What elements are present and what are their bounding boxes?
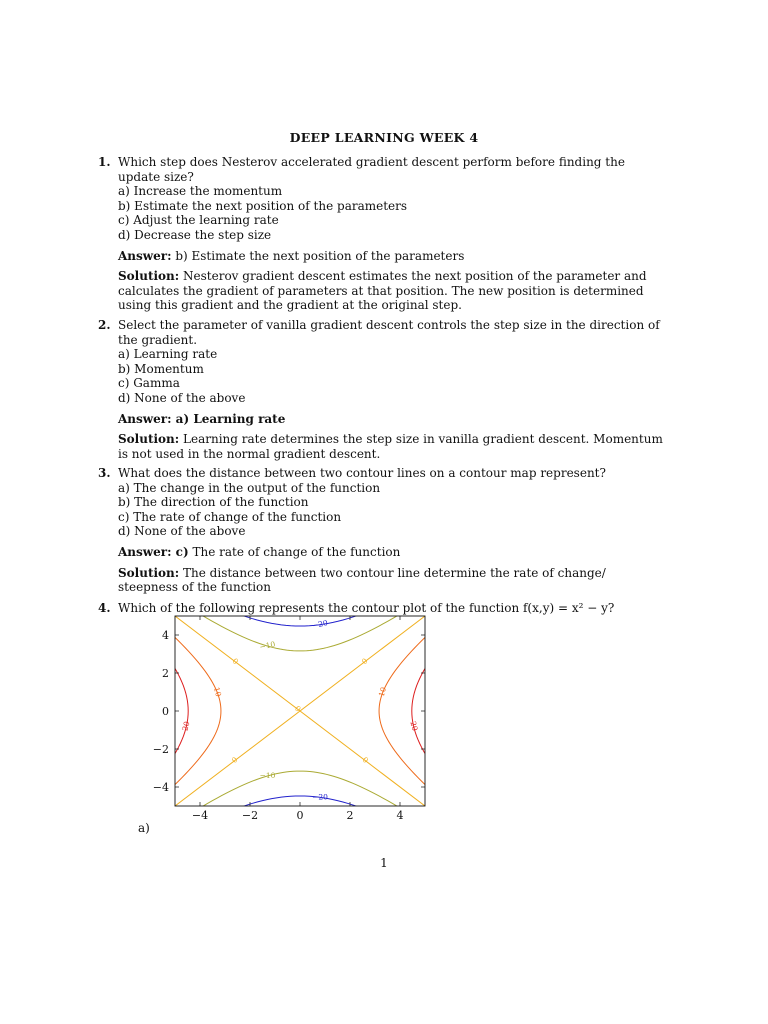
page-title: DEEP LEARNING WEEK 4 <box>289 130 479 145</box>
x-tick-label: 2 <box>346 809 354 822</box>
question-3 <box>98 466 663 595</box>
answer-line <box>118 545 663 560</box>
y-tick-label: 4 <box>162 629 169 642</box>
solution-text: Nesterov gradient descent estimates the next position of the parameter and calculates the gradient of parameters at that position. The new position is determined using this gradient and the gradient at the original step. <box>118 269 647 313</box>
contour-level-label: −10 <box>259 770 276 780</box>
contour-level-label: 20 <box>408 720 420 732</box>
answer-line <box>118 412 663 427</box>
y-tick-label: 0 <box>162 705 169 718</box>
contour-level-label: −20 <box>312 792 328 802</box>
question-text: Which step does Nesterov accelerated gradient descent perform before finding the update size? <box>118 155 625 184</box>
contour-level-label: 10 <box>376 686 389 698</box>
x-tick-label: −2 <box>241 809 259 822</box>
question-number: 4. <box>98 601 111 615</box>
question-number: 1. <box>98 155 111 169</box>
option: d) None of the above <box>118 524 246 539</box>
answer-label: Answer: c) <box>118 544 189 559</box>
contour-line-10 <box>130 612 224 832</box>
solution-text: Learning rate determines the step size in vanilla gradient descent. Momentum is not used in the normal gradient descent. <box>118 432 663 461</box>
contour-lines <box>130 612 440 832</box>
contour-level-label: 20 <box>180 720 192 732</box>
contour-level-label: 0 <box>360 755 371 765</box>
contour-line-20 <box>130 612 188 832</box>
contour-level-label: −10 <box>258 639 277 652</box>
option: b) Estimate the next position of the parameters <box>118 198 408 213</box>
option: b) The direction of the function <box>118 495 309 510</box>
solution-text: The distance between two contour line determine the rate of change/ steepness of the function <box>118 565 606 595</box>
contour-line--20 <box>130 612 440 626</box>
option: a) Increase the momentum <box>118 184 283 199</box>
question-1 <box>98 155 663 313</box>
y-tick-label: 2 <box>162 667 169 680</box>
contour-line--10 <box>130 771 440 832</box>
option: c) The rate of change of the function <box>118 509 342 524</box>
answer-label: Answer: <box>118 248 172 263</box>
option: c) Adjust the learning rate <box>118 213 279 228</box>
question-text: Select the parameter of vanilla gradient descent controls the step size in the direction of the gradient. <box>118 318 660 347</box>
contour-level-label: 0 <box>230 656 241 667</box>
contour-level-label: −20 <box>311 618 329 631</box>
option: c) Gamma <box>118 376 180 391</box>
option: b) Momentum <box>118 361 204 376</box>
contour-level-label: 10 <box>211 686 224 698</box>
contour-plot-svg <box>130 612 440 832</box>
x-tick-label: 4 <box>396 809 404 822</box>
question-2 <box>98 318 663 461</box>
solution-label: Solution: <box>118 432 180 447</box>
option: a) The change in the output of the function <box>118 480 381 495</box>
question-number: 3. <box>98 466 111 480</box>
option: a) Learning rate <box>118 347 218 362</box>
solution-label: Solution: <box>118 269 180 284</box>
plot-option-label: a) <box>138 821 150 835</box>
y-tick-label: −2 <box>152 743 169 756</box>
y-tick-label: −4 <box>152 781 169 794</box>
page-number: 1 <box>380 856 388 870</box>
solution-line <box>118 432 663 461</box>
x-tick-label: 0 <box>296 809 304 822</box>
solution-line <box>118 269 663 313</box>
contour-level-label: 0 <box>292 703 303 714</box>
x-tick-label: −4 <box>191 809 209 822</box>
solution-line <box>118 566 663 595</box>
answer-text: b) Estimate the next position of the parameters <box>171 248 465 263</box>
question-text: What does the distance between two contour lines on a contour map represent? <box>118 466 606 480</box>
answer-text: The rate of change of the function <box>188 544 401 559</box>
answer-label: Answer: a) Learning rate <box>118 411 286 426</box>
contour-plot <box>130 612 440 836</box>
contour-line--10 <box>130 612 440 651</box>
contour-level-label: 0 <box>229 755 240 765</box>
question-text: Which of the following represents the contour plot of the function f(x,y) = x² − y? <box>118 601 615 615</box>
answer-line <box>118 249 663 264</box>
solution-label: Solution: <box>118 565 180 580</box>
contour-level-label: 0 <box>359 656 370 667</box>
question-number: 2. <box>98 318 111 332</box>
option: d) None of the above <box>118 390 246 405</box>
option: d) Decrease the step size <box>118 227 272 242</box>
contour-line--20 <box>130 796 440 832</box>
